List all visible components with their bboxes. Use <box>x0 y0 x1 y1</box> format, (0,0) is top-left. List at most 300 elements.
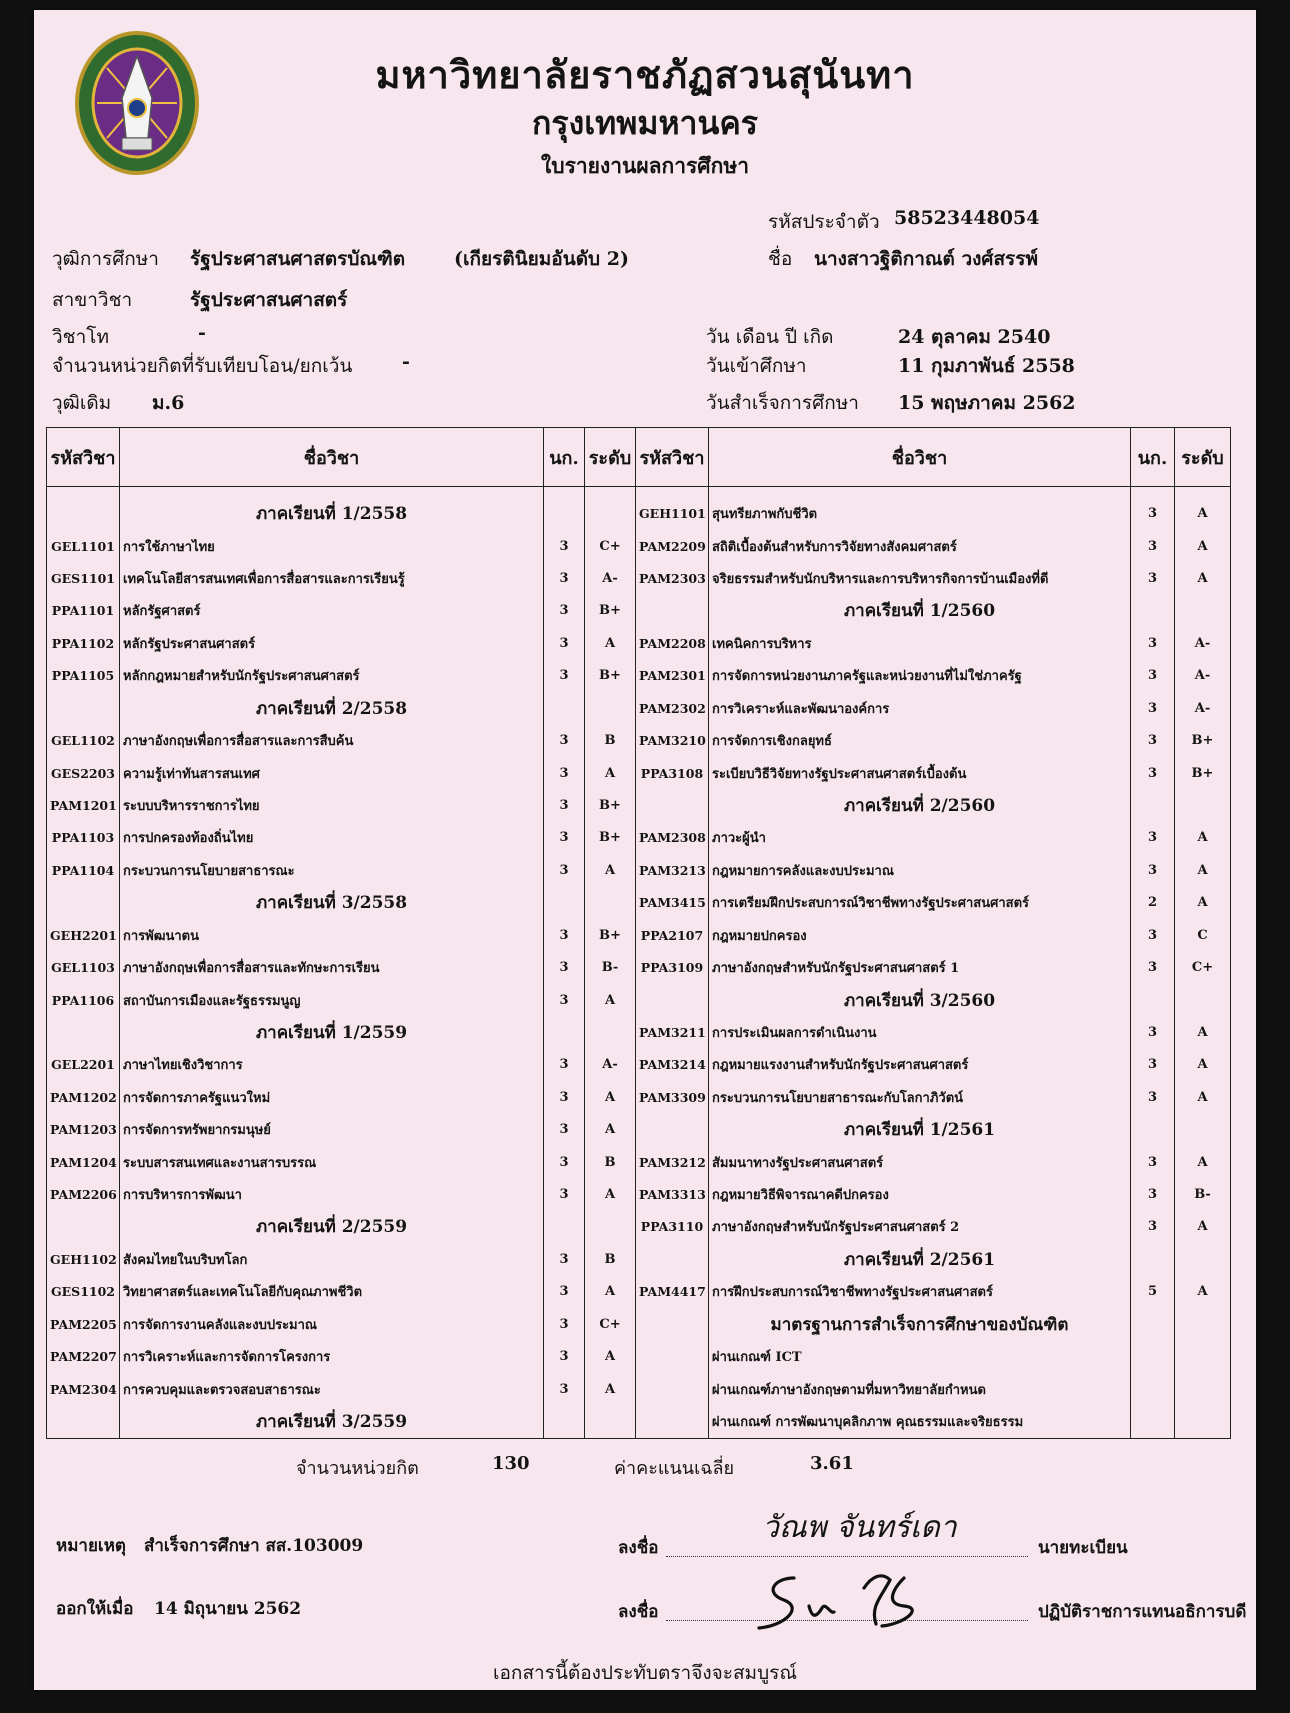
course-code: PPA3110 <box>636 1211 709 1243</box>
table-row <box>47 822 1231 854</box>
course-code <box>636 1340 709 1372</box>
semester-heading: ภาคเรียนที่ 1/2560 <box>709 595 1131 627</box>
course-name: ระเบียบวิธีวิจัยทางรัฐประศาสนศาสตร์เบื้องต้น <box>709 757 1131 789</box>
course-credits: 2 <box>1131 887 1175 919</box>
table-row <box>47 789 1231 821</box>
header-credits-left: นก. <box>544 428 585 487</box>
table-row <box>47 1211 1231 1243</box>
course-code: PAM3309 <box>636 1081 709 1113</box>
issued-label: ออกให้เมื่อ <box>56 1599 134 1619</box>
empty-cell <box>47 1211 120 1243</box>
course-grade <box>1175 1373 1231 1405</box>
empty-cell <box>585 1405 636 1438</box>
table-row <box>47 1114 1231 1146</box>
course-grade: A <box>585 627 636 659</box>
empty-cell <box>636 1243 709 1275</box>
student-id-label: รหัสประจำตัว <box>768 211 880 233</box>
course-grade: B+ <box>585 789 636 821</box>
empty-cell <box>47 692 120 724</box>
empty-cell <box>544 1016 585 1048</box>
course-credits: 3 <box>1131 919 1175 951</box>
empty-cell <box>1175 595 1231 627</box>
table-row <box>47 1081 1231 1113</box>
header-code-right: รหัสวิชา <box>636 428 709 487</box>
course-name: สังคมไทยในบริบทโลก <box>120 1243 544 1275</box>
header-name-right: ชื่อวิชา <box>709 428 1131 487</box>
course-credits: 3 <box>1131 757 1175 789</box>
course-name: กฎหมายแรงงานสำหรับนักรัฐประศาสนศาสตร์ <box>709 1049 1131 1081</box>
course-name: กฎหมายวิธีพิจารณาคดีปกครอง <box>709 1178 1131 1210</box>
course-code: GEH1102 <box>47 1243 120 1275</box>
semester-heading: ภาคเรียนที่ 2/2559 <box>120 1211 544 1243</box>
course-credits: 3 <box>544 1081 585 1113</box>
grad-label: วันสำเร็จการศึกษา <box>706 392 859 414</box>
grad-value: 15 พฤษภาคม 2562 <box>898 392 1076 414</box>
course-name: ภาวะผู้นำ <box>709 822 1131 854</box>
course-grade <box>1175 1340 1231 1372</box>
document-title: ใบรายงานผลการศึกษา <box>540 153 749 178</box>
course-name: ภาษาอังกฤษเพื่อการสื่อสารและการสืบค้น <box>120 724 544 756</box>
semester-heading: ภาคเรียนที่ 2/2561 <box>709 1243 1131 1275</box>
enroll-label: วันเข้าศึกษา <box>706 355 807 377</box>
table-row <box>47 1016 1231 1048</box>
table-row <box>47 887 1231 919</box>
course-credits: 3 <box>544 1340 585 1372</box>
course-credits: 3 <box>544 984 585 1016</box>
course-credits: 3 <box>544 595 585 627</box>
course-name: สัมมนาทางรัฐประศาสนศาสตร์ <box>709 1146 1131 1178</box>
prior-value: ม.6 <box>152 392 185 414</box>
major-label: สาขาวิชา <box>52 289 133 311</box>
course-credits <box>1131 1373 1175 1405</box>
course-name: ภาษาไทยเชิงวิชาการ <box>120 1049 544 1081</box>
course-code: GEL1101 <box>47 530 120 562</box>
empty-cell <box>1131 984 1175 1016</box>
course-name: ภาษาอังกฤษเพื่อการสื่อสารและทักษะการเรียน <box>120 951 544 983</box>
course-credits: 3 <box>1131 530 1175 562</box>
table-header-row <box>47 428 1231 487</box>
course-grade: A <box>1175 854 1231 886</box>
course-grade: A <box>1175 562 1231 594</box>
course-credits: 3 <box>544 1146 585 1178</box>
course-name: หลักกฎหมายสำหรับนักรัฐประศาสนศาสตร์ <box>120 660 544 692</box>
course-code: PPA1103 <box>47 822 120 854</box>
course-credits: 3 <box>544 1373 585 1405</box>
course-grade: A <box>1175 1016 1231 1048</box>
course-grade <box>1175 1405 1231 1438</box>
course-grade: A <box>585 1373 636 1405</box>
course-grade: A <box>585 984 636 1016</box>
course-credits: 3 <box>544 660 585 692</box>
course-name: การพัฒนาตน <box>120 919 544 951</box>
semester-heading: ภาคเรียนที่ 2/2558 <box>120 692 544 724</box>
table-row <box>47 1340 1231 1372</box>
table-row <box>47 1308 1231 1340</box>
empty-cell <box>585 887 636 919</box>
semester-heading: ภาคเรียนที่ 3/2559 <box>120 1405 544 1438</box>
empty-cell <box>1131 1114 1175 1146</box>
semester-heading: ภาคเรียนที่ 2/2560 <box>709 789 1131 821</box>
course-credits: 3 <box>1131 1146 1175 1178</box>
course-code: PAM2206 <box>47 1178 120 1210</box>
degree-value: รัฐประศาสนศาสตรบัณฑิต <box>190 248 406 270</box>
course-name: กระบวนการนโยบายสาธารณะกับโลกาภิวัตน์ <box>709 1081 1131 1113</box>
course-credits: 3 <box>1131 660 1175 692</box>
empty-cell <box>585 1211 636 1243</box>
course-grade: B+ <box>1175 757 1231 789</box>
empty-cell <box>544 487 585 530</box>
course-grade: B- <box>585 951 636 983</box>
course-code: PAM3212 <box>636 1146 709 1178</box>
table-row <box>47 1146 1231 1178</box>
course-name: เทคนิคการบริหาร <box>709 627 1131 659</box>
course-credits: 3 <box>1131 951 1175 983</box>
course-grade: B <box>585 724 636 756</box>
course-name: สุนทรียภาพกับชีวิต <box>709 487 1131 530</box>
header-name-left: ชื่อวิชา <box>120 428 544 487</box>
course-name: การปกครองท้องถิ่นไทย <box>120 822 544 854</box>
course-code: GES1101 <box>47 562 120 594</box>
stamp-note: เอกสารนี้ต้องประทับตราจึงจะสมบูรณ์ <box>493 1662 797 1684</box>
course-code: PPA1104 <box>47 854 120 886</box>
course-code: PAM2304 <box>47 1373 120 1405</box>
course-name: ผ่านเกณฑ์ภาษาอังกฤษตามที่มหาวิทยาลัยกำหนด <box>709 1373 1131 1405</box>
course-code: GEH2201 <box>47 919 120 951</box>
table-row <box>47 1405 1231 1438</box>
empty-cell <box>636 595 709 627</box>
course-grade: A <box>1175 530 1231 562</box>
course-code: GEL1103 <box>47 951 120 983</box>
semester-heading: ภาคเรียนที่ 1/2561 <box>709 1114 1131 1146</box>
course-name: เทคโนโลยีสารสนเทศเพื่อการสื่อสารและการเรียนรู้ <box>120 562 544 594</box>
course-grade: A <box>585 757 636 789</box>
issued-value: 14 มิถุนายน 2562 <box>154 1599 302 1619</box>
course-credits: 3 <box>544 951 585 983</box>
remark-value: สำเร็จการศึกษา สส.103009 <box>144 1536 364 1556</box>
course-code: PPA3108 <box>636 757 709 789</box>
course-code: GES2203 <box>47 757 120 789</box>
course-grade: A- <box>1175 627 1231 659</box>
course-credits: 5 <box>1131 1276 1175 1308</box>
university-name: มหาวิทยาลัยราชภัฏสวนสุนันทา <box>375 52 915 97</box>
course-grade: C <box>1175 919 1231 951</box>
table-row <box>47 757 1231 789</box>
course-grade: C+ <box>1175 951 1231 983</box>
course-code: GES1102 <box>47 1276 120 1308</box>
course-credits: 3 <box>1131 854 1175 886</box>
course-credits: 3 <box>544 530 585 562</box>
empty-cell <box>1131 1308 1175 1340</box>
minor-value: - <box>198 322 206 344</box>
course-credits: 3 <box>544 789 585 821</box>
course-grade: A <box>1175 1081 1231 1113</box>
course-credits: 3 <box>544 1276 585 1308</box>
course-credits: 3 <box>1131 1178 1175 1210</box>
president-signature-icon <box>754 1558 984 1638</box>
course-grade: A- <box>1175 660 1231 692</box>
course-grade: B+ <box>585 822 636 854</box>
course-code: PAM3313 <box>636 1178 709 1210</box>
course-code: PAM1203 <box>47 1114 120 1146</box>
total-credits-label: จำนวนหน่วยกิต <box>296 1458 419 1479</box>
name-label: ชื่อ <box>768 248 793 270</box>
empty-cell <box>636 984 709 1016</box>
empty-cell <box>585 1016 636 1048</box>
header-credits-right: นก. <box>1131 428 1175 487</box>
honors-value: (เกียรตินิยมอันดับ 2) <box>454 248 629 270</box>
table-row <box>47 530 1231 562</box>
course-grade: A <box>585 1081 636 1113</box>
prior-label: วุฒิเดิม <box>52 392 112 414</box>
course-code: PPA1106 <box>47 984 120 1016</box>
course-credits: 3 <box>1131 1049 1175 1081</box>
birth-label: วัน เดือน ปี เกิด <box>706 326 834 348</box>
course-credits: 3 <box>544 1178 585 1210</box>
course-grade: A <box>1175 1276 1231 1308</box>
course-name: วิทยาศาสตร์และเทคโนโลยีกับคุณภาพชีวิต <box>120 1276 544 1308</box>
course-name: การควบคุมและตรวจสอบสาธารณะ <box>120 1373 544 1405</box>
course-grade: B+ <box>585 595 636 627</box>
enroll-value: 11 กุมภาพันธ์ 2558 <box>898 355 1075 377</box>
gpa-label: ค่าคะแนนเฉลี่ย <box>614 1458 735 1479</box>
course-code: PPA1105 <box>47 660 120 692</box>
course-grade: A <box>1175 822 1231 854</box>
course-grade: A <box>1175 1049 1231 1081</box>
course-code: PAM2208 <box>636 627 709 659</box>
table-row <box>47 562 1231 594</box>
course-code: PPA2107 <box>636 919 709 951</box>
course-credits: 3 <box>544 1243 585 1275</box>
course-name: การเตรียมฝึกประสบการณ์วิชาชีพทางรัฐประศาสนศาสตร์ <box>709 887 1131 919</box>
registrar-signature: วัณพ จันทร์เดา <box>762 1510 957 1545</box>
course-name: กระบวนการนโยบายสาธารณะ <box>120 854 544 886</box>
course-name: การวิเคราะห์และการจัดการโครงการ <box>120 1340 544 1372</box>
empty-cell <box>1175 1308 1231 1340</box>
course-name: กฎหมายการคลังและงบประมาณ <box>709 854 1131 886</box>
empty-cell <box>47 487 120 530</box>
empty-cell <box>585 692 636 724</box>
course-code: PAM4417 <box>636 1276 709 1308</box>
semester-heading: มาตรฐานการสำเร็จการศึกษาของบัณฑิต <box>709 1308 1131 1340</box>
course-grade: A <box>1175 1146 1231 1178</box>
course-name: การจัดการเชิงกลยุทธ์ <box>709 724 1131 756</box>
course-code: PPA1101 <box>47 595 120 627</box>
course-credits: 3 <box>544 757 585 789</box>
registrar-title: นายทะเบียน <box>1038 1538 1128 1558</box>
course-name: การประเมินผลการดำเนินงาน <box>709 1016 1131 1048</box>
course-credits: 3 <box>544 1114 585 1146</box>
course-name: ระบบบริหารราชการไทย <box>120 789 544 821</box>
transfer-label: จำนวนหน่วยกิตที่รับเทียบโอน/ยกเว้น <box>52 355 353 377</box>
course-grade: A <box>1175 887 1231 919</box>
degree-label: วุฒิการศึกษา <box>52 248 159 270</box>
empty-cell <box>636 1308 709 1340</box>
course-name: การฝึกประสบการณ์วิชาชีพทางรัฐประศาสนศาสตร์ <box>709 1276 1131 1308</box>
table-row <box>47 1243 1231 1275</box>
course-code: PPA1102 <box>47 627 120 659</box>
course-grade: A <box>585 854 636 886</box>
table-row <box>47 724 1231 756</box>
course-credits: 3 <box>1131 822 1175 854</box>
empty-cell <box>1175 789 1231 821</box>
student-id-value: 58523448054 <box>894 207 1040 229</box>
table-row <box>47 984 1231 1016</box>
empty-cell <box>47 1016 120 1048</box>
course-credits <box>1131 1405 1175 1438</box>
empty-cell <box>1175 1114 1231 1146</box>
empty-cell <box>1131 1243 1175 1275</box>
course-name: ผ่านเกณฑ์ การพัฒนาบุคลิกภาพ คุณธรรมและจริยธรรม <box>709 1405 1131 1438</box>
course-grade: A <box>585 1114 636 1146</box>
course-code: GEH1101 <box>636 487 709 530</box>
course-name: การจัดการงานคลังและงบประมาณ <box>120 1308 544 1340</box>
table-row <box>47 595 1231 627</box>
empty-cell <box>544 692 585 724</box>
course-grade: A <box>1175 487 1231 530</box>
course-name: ผ่านเกณฑ์ ICT <box>709 1340 1131 1372</box>
grades-table <box>46 427 1231 1439</box>
header-code-left: รหัสวิชา <box>47 428 120 487</box>
course-credits: 3 <box>1131 562 1175 594</box>
course-code: PAM3211 <box>636 1016 709 1048</box>
course-name: ความรู้เท่าทันสารสนเทศ <box>120 757 544 789</box>
course-grade: A <box>585 1276 636 1308</box>
semester-heading: ภาคเรียนที่ 1/2558 <box>120 487 544 530</box>
table-row <box>47 1373 1231 1405</box>
course-code: PAM2302 <box>636 692 709 724</box>
header-grade-left: ระดับ <box>585 428 636 487</box>
course-grade: A <box>585 1178 636 1210</box>
course-code: PPA3109 <box>636 951 709 983</box>
course-code: PAM2303 <box>636 562 709 594</box>
course-grade: A <box>1175 1211 1231 1243</box>
table-row <box>47 692 1231 724</box>
course-name: การจัดการทรัพยากรมนุษย์ <box>120 1114 544 1146</box>
course-code: PAM3213 <box>636 854 709 886</box>
course-code: PAM3415 <box>636 887 709 919</box>
course-name: การจัดการหน่วยงานภาครัฐและหน่วยงานที่ไม่ใช่ภาครัฐ <box>709 660 1131 692</box>
course-grade: B <box>585 1243 636 1275</box>
table-row <box>47 1178 1231 1210</box>
course-grade: A <box>585 1340 636 1372</box>
course-credits: 3 <box>544 1308 585 1340</box>
course-name: การวิเคราะห์และพัฒนาองค์การ <box>709 692 1131 724</box>
birth-value: 24 ตุลาคม 2540 <box>898 326 1051 348</box>
empty-cell <box>544 1211 585 1243</box>
semester-heading: ภาคเรียนที่ 3/2560 <box>709 984 1131 1016</box>
university-city: กรุงเทพมหานคร <box>532 104 758 142</box>
course-name: จริยธรรมสำหรับนักบริหารและการบริหารกิจการบ้านเมืองที่ดี <box>709 562 1131 594</box>
course-grade: B- <box>1175 1178 1231 1210</box>
course-credits <box>1131 1340 1175 1372</box>
course-name: สถิติเบื้องต้นสำหรับการวิจัยทางสังคมศาสตร์ <box>709 530 1131 562</box>
course-code: PAM2205 <box>47 1308 120 1340</box>
table-row <box>47 627 1231 659</box>
gpa-value: 3.61 <box>810 1453 854 1474</box>
course-code: PAM2301 <box>636 660 709 692</box>
course-grade: A- <box>1175 692 1231 724</box>
remark-label: หมายเหตุ <box>56 1536 126 1556</box>
course-name: หลักรัฐศาสตร์ <box>120 595 544 627</box>
course-grade: C+ <box>585 1308 636 1340</box>
course-code <box>636 1405 709 1438</box>
transcript-page <box>34 10 1256 1690</box>
course-credits: 3 <box>1131 1211 1175 1243</box>
empty-cell <box>636 1114 709 1146</box>
course-credits: 3 <box>544 854 585 886</box>
course-name: การบริหารการพัฒนา <box>120 1178 544 1210</box>
course-code: PAM1204 <box>47 1146 120 1178</box>
president-title: ปฏิบัติราชการแทนอธิการบดี <box>1038 1602 1247 1622</box>
empty-cell <box>47 887 120 919</box>
semester-heading: ภาคเรียนที่ 1/2559 <box>120 1016 544 1048</box>
course-credits: 3 <box>544 724 585 756</box>
course-code: PAM1201 <box>47 789 120 821</box>
course-credits: 3 <box>1131 627 1175 659</box>
transfer-value: - <box>402 351 410 373</box>
course-code: GEL1102 <box>47 724 120 756</box>
course-code <box>636 1373 709 1405</box>
table-row <box>47 919 1231 951</box>
course-name: การใช้ภาษาไทย <box>120 530 544 562</box>
table-row <box>47 1276 1231 1308</box>
course-grade: B+ <box>585 919 636 951</box>
course-code: PAM3210 <box>636 724 709 756</box>
course-credits: 3 <box>544 627 585 659</box>
course-code: PAM2308 <box>636 822 709 854</box>
table-row <box>47 854 1231 886</box>
semester-heading: ภาคเรียนที่ 3/2558 <box>120 887 544 919</box>
course-grade: B <box>585 1146 636 1178</box>
course-code: PAM2209 <box>636 530 709 562</box>
course-code: PAM2207 <box>47 1340 120 1372</box>
course-name: การจัดการภาครัฐแนวใหม่ <box>120 1081 544 1113</box>
course-credits: 3 <box>544 1049 585 1081</box>
empty-cell <box>544 1405 585 1438</box>
course-credits: 3 <box>1131 1016 1175 1048</box>
course-grade: B+ <box>585 660 636 692</box>
course-credits: 3 <box>1131 724 1175 756</box>
course-code: PAM3214 <box>636 1049 709 1081</box>
table-row <box>47 1049 1231 1081</box>
empty-cell <box>585 487 636 530</box>
course-grade: A- <box>585 1049 636 1081</box>
sign-label-registrar: ลงชื่อ <box>618 1538 659 1558</box>
empty-cell <box>1175 1243 1231 1275</box>
course-code: GEL2201 <box>47 1049 120 1081</box>
table-row <box>47 951 1231 983</box>
course-name: หลักรัฐประศาสนศาสตร์ <box>120 627 544 659</box>
table-row <box>47 660 1231 692</box>
course-credits: 3 <box>1131 487 1175 530</box>
empty-cell <box>1131 595 1175 627</box>
minor-label: วิชาโท <box>52 326 109 348</box>
table-row <box>47 487 1231 530</box>
course-grade: B+ <box>1175 724 1231 756</box>
sign-label-president: ลงชื่อ <box>618 1602 659 1622</box>
course-credits: 3 <box>544 822 585 854</box>
course-grade: A- <box>585 562 636 594</box>
course-name: ภาษาอังกฤษสำหรับนักรัฐประศาสนศาสตร์ 1 <box>709 951 1131 983</box>
empty-cell <box>47 1405 120 1438</box>
course-name: กฎหมายปกครอง <box>709 919 1131 951</box>
major-value: รัฐประศาสนศาสตร์ <box>190 289 348 311</box>
course-credits: 3 <box>1131 692 1175 724</box>
course-name: ภาษาอังกฤษสำหรับนักรัฐประศาสนศาสตร์ 2 <box>709 1211 1131 1243</box>
course-grade: C+ <box>585 530 636 562</box>
empty-cell <box>544 887 585 919</box>
empty-cell <box>636 789 709 821</box>
